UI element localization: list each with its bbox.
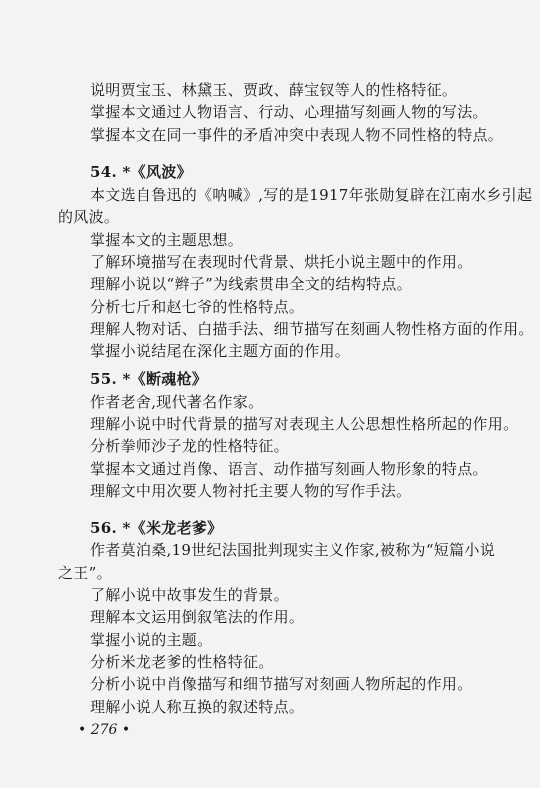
list-item: 分析小说中肖像描写和细节描写对刻画人物所起的作用。 [90,675,473,693]
list-item: 理解小说以“辫子”为线索贯串全文的结构特点。 [90,275,412,293]
section-desc-line: 之王”。 [58,564,112,582]
list-item: 掌握小说的主题。 [90,631,213,649]
intro-line: 掌握本文在同一事件的矛盾冲突中表现人物不同性格的特点。 [90,126,504,144]
section-heading: 56. *《米龙老爹》 [90,519,223,537]
list-item: 分析拳师沙子龙的性格特征。 [90,437,289,455]
list-item: 了解小说中故事发生的背景。 [90,586,289,604]
list-item: 掌握小说结尾在深化主题方面的作用。 [90,342,351,360]
intro-line: 掌握本文通过人物语言、行动、心理描写刻画人物的写法。 [90,103,488,121]
section-desc-line: 的风波。 [58,208,120,226]
list-item: 理解人物对话、白描手法、细节描写在刻画人物性格方面的作用。 [90,320,534,338]
list-item: 掌握本文通过肖像、语言、动作描写刻画人物形象的特点。 [90,460,488,478]
section-heading: 55. *《断魂枪》 [90,370,208,388]
list-item: 理解小说中时代背景的描写对表现主人公思想性格所起的作用。 [90,415,519,433]
section-desc-line: 作者老舍,现代著名作家。 [90,393,264,411]
list-item: 分析米龙老爹的性格特征。 [90,653,274,671]
list-item: 分析七斤和赵七爷的性格特点。 [90,298,305,316]
list-item: 理解文中用次要人物衬托主要人物的写作手法。 [90,482,412,500]
list-item: 理解本文运用倒叙笔法的作用。 [90,608,305,626]
section-desc-line: 本文选自鲁迅的《呐喊》,写的是1917年张勋复辟在江南水乡引起 [90,186,533,204]
list-item: 掌握本文的主题思想。 [90,231,244,249]
page-number: • 276 • [78,722,131,738]
list-item: 理解小说人称互换的叙述特点。 [90,698,305,716]
section-desc-line: 作者莫泊桑,19世纪法国批判现实主义作家,被称为“短篇小说 [90,541,495,559]
intro-line: 说明贾宝玉、林黛玉、贾政、薛宝钗等人的性格特征。 [90,81,458,99]
section-heading: 54. *《风波》 [90,163,192,181]
list-item: 了解环境描写在表现时代背景、烘托小说主题中的作用。 [90,253,473,271]
